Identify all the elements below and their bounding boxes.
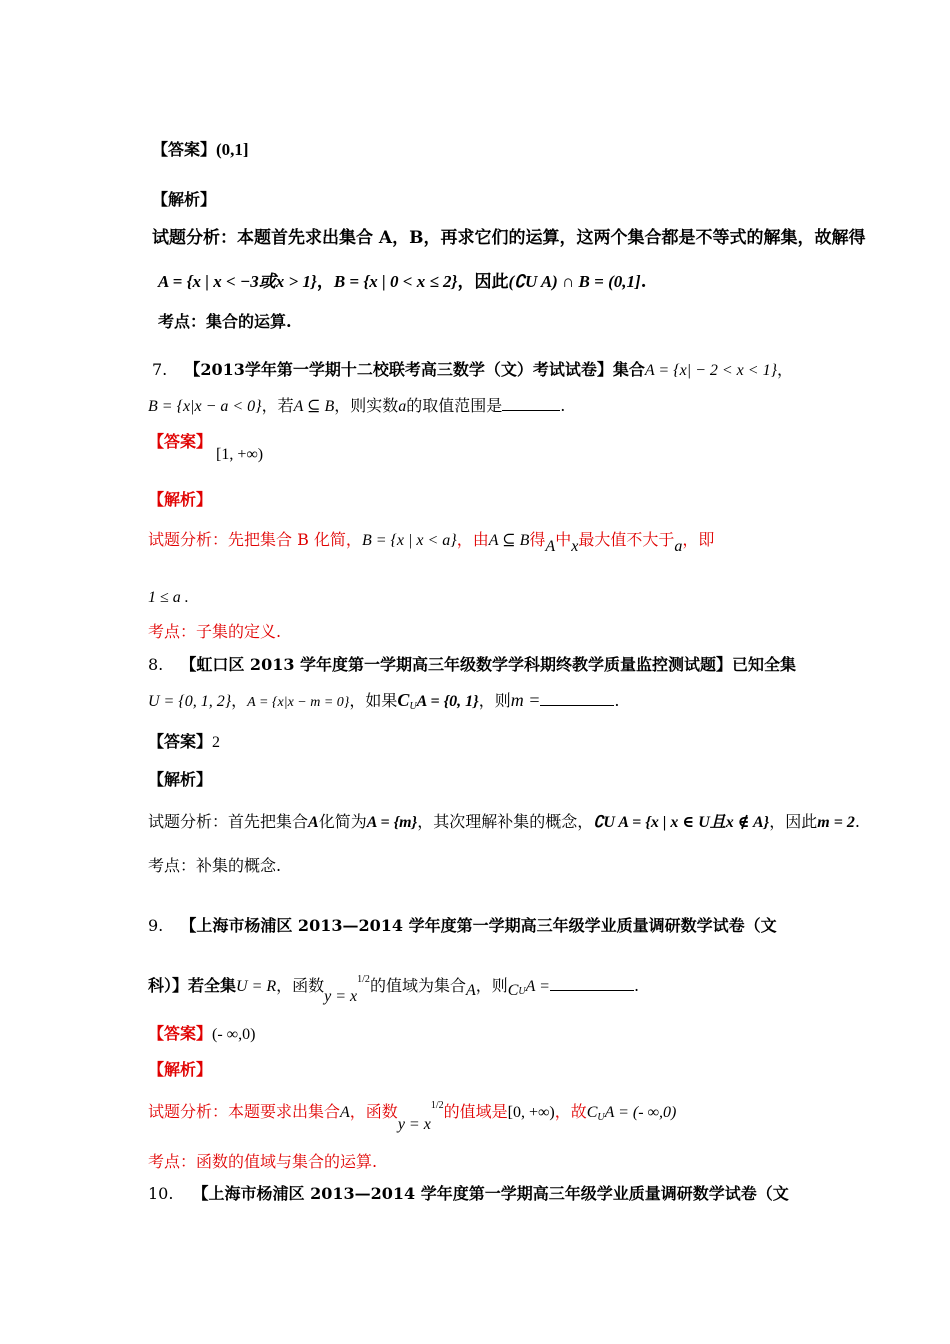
function-exponent: 1/2 xyxy=(430,1100,444,1111)
question-8-line1 xyxy=(148,655,796,675)
kaodian-7: 考点：子集的定义. xyxy=(148,622,282,641)
analysis-text-7 xyxy=(148,530,715,555)
analysis-text: 试题分析：先把集合 B 化简， xyxy=(148,530,362,549)
math-a-var: a xyxy=(674,538,683,555)
answer-row-6 xyxy=(152,140,249,160)
answer-blank xyxy=(540,691,614,706)
set-b-expression: B = {x | 0 < x ≤ 2} xyxy=(333,272,458,291)
question-source: 【上海市杨浦区 2013—2014 学年度第一学期高三年级学业质量调研数学试卷（文 xyxy=(180,916,777,935)
analysis-label: 【解析】 xyxy=(148,770,213,789)
question-10-line1 xyxy=(148,1184,789,1204)
set-a: A = {x| − 2 < x < 1} xyxy=(644,362,777,379)
analysis-text: 化简为 xyxy=(318,812,367,831)
question-source: 【2013学年第一学期十二校联考高三数学（文）考试试卷】集合 xyxy=(184,360,645,379)
period: . xyxy=(560,396,566,415)
complement-sub: U xyxy=(597,1112,605,1123)
function-base: y = x xyxy=(397,1116,431,1133)
q9-text: 的值域为集合 xyxy=(369,976,466,995)
question-source-cont: 科）】若全集 xyxy=(148,976,237,995)
complement-sub: U xyxy=(409,701,417,712)
complement-def: ∁U A = {x | x ∈ U且x ∉ A} xyxy=(593,814,770,831)
q9-text: ，则 xyxy=(475,976,508,995)
analysis-text: ，因此 xyxy=(769,812,818,831)
set-u: U = {0, 1, 2} xyxy=(148,693,232,710)
question-8-line2 xyxy=(148,690,619,714)
subset-condition: A ⊆ B xyxy=(293,398,335,415)
period: . xyxy=(633,976,640,995)
answer-blank xyxy=(502,396,560,411)
math-u: U = R xyxy=(236,978,277,995)
answer-row-9 xyxy=(148,1024,255,1045)
variable-a: a xyxy=(398,398,407,415)
complement-sub: U xyxy=(518,986,526,997)
answer-row-8 xyxy=(148,732,220,753)
function-base: y = x xyxy=(324,988,358,1005)
q7-text: ，则实数 xyxy=(334,396,399,415)
q8-text: ，如果 xyxy=(349,691,398,710)
question-source: 【虹口区 2013 学年度第一学期高三年级数学学科期终教学质量监控测试题】已知全集 xyxy=(180,655,797,674)
math-x: x xyxy=(571,538,579,555)
result-expression: (∁U A) ∩ B = (0,1] xyxy=(508,272,641,291)
complement-rest: A = xyxy=(525,978,550,995)
q7-text: 的取值范围是 xyxy=(406,396,503,415)
math-a: A xyxy=(465,982,476,999)
kaodian-9: 考点：函数的值域与集合的运算. xyxy=(148,1152,378,1171)
answer-value: (0,1] xyxy=(216,140,249,159)
math-a: A xyxy=(340,1104,350,1121)
function-exponent: 1/2 xyxy=(357,974,370,985)
separator: ， xyxy=(776,360,793,379)
analysis-text-9 xyxy=(148,1100,677,1133)
question-7-line2 xyxy=(148,396,565,417)
period: . xyxy=(614,691,620,710)
answer-value: 2 xyxy=(212,734,221,751)
complement-rest: A = {0, 1} xyxy=(416,693,479,710)
question-7-line1 xyxy=(152,360,793,381)
question-number: 9. xyxy=(148,916,164,935)
answer-label: 【答案】 xyxy=(148,732,213,751)
analysis-label: 【解析】 xyxy=(148,490,213,509)
answer-value: [1, +∞) xyxy=(216,446,264,463)
answer-value: (- ∞,0) xyxy=(212,1026,256,1043)
analysis-text: ，即 xyxy=(682,530,715,549)
q9-text: ，函数 xyxy=(276,976,325,995)
analysis-text: 试题分析：首先把集合 xyxy=(148,812,309,831)
period: . xyxy=(640,272,647,292)
question-number: 7. xyxy=(152,360,168,379)
set-a: A = {x|x − m = 0} xyxy=(247,695,350,710)
analysis-text: 的值域是 xyxy=(443,1102,508,1121)
analysis-text: 得 xyxy=(529,530,546,549)
question-9-line2 xyxy=(148,974,640,1005)
answer-label: 【答案】 xyxy=(148,1024,213,1043)
question-9-line1 xyxy=(148,916,777,936)
analysis-text: ，故 xyxy=(554,1102,587,1121)
kaodian-6: 考点：集合的运算. xyxy=(158,312,292,331)
q8-text: ，则 xyxy=(478,691,511,710)
analysis-text: 试题分析：本题要求出集合 xyxy=(148,1102,341,1121)
analysis-math-6 xyxy=(158,272,647,292)
therefore-text: ，因此 xyxy=(457,272,509,292)
period: . xyxy=(854,812,860,831)
complement-result: A = (- ∞,0) xyxy=(604,1104,677,1121)
question-source: 【上海市杨浦区 2013—2014 学年度第一学期高三年级学业质量调研数学试卷（文 xyxy=(192,1184,789,1203)
analysis-text: ，其次理解补集的概念， xyxy=(417,812,594,831)
analysis-label: 【解析】 xyxy=(152,190,217,209)
range-value: [0, +∞) xyxy=(507,1104,555,1121)
result-m: m = 2 xyxy=(817,814,855,831)
complement-c: C xyxy=(397,690,410,710)
analysis-text-8 xyxy=(148,812,860,833)
question-number: 10. xyxy=(148,1184,174,1203)
answer-blank xyxy=(550,976,634,991)
complement-c: C xyxy=(586,1104,598,1121)
answer-label: 【答案】 xyxy=(148,432,213,451)
analysis-text-6: 试题分析：本题首先求出集合 A，B，再求它们的运算，这两个集合都是不等式的解集，故解得 xyxy=(152,228,866,248)
analysis-text: 最大值不大于 xyxy=(578,530,675,549)
analysis-text: ，由 xyxy=(456,530,489,549)
kaodian-8: 考点：补集的概念. xyxy=(148,856,282,875)
separator: ， xyxy=(316,272,334,292)
math-a: A xyxy=(545,538,556,555)
analysis-cont-7: 1 ≤ a . xyxy=(148,589,189,606)
set-a-simplified: A = {m} xyxy=(366,814,418,831)
question-number: 8. xyxy=(148,655,164,674)
set-b: B = {x|x − a < 0} xyxy=(148,398,262,415)
analysis-text: ，函数 xyxy=(349,1102,398,1121)
analysis-label: 【解析】 xyxy=(148,1060,213,1079)
variable-m: m = xyxy=(510,690,541,710)
complement-c: C xyxy=(507,982,519,999)
q7-text: ，若 xyxy=(261,396,294,415)
answer-label: 【答案】 xyxy=(152,140,217,159)
answer-row-7 xyxy=(148,432,264,463)
set-a-expression: A = {x | x < −3或x > 1} xyxy=(158,272,317,291)
analysis-text: 中 xyxy=(555,530,572,549)
subset-condition: A ⊆ B xyxy=(488,532,530,549)
separator: ， xyxy=(231,691,248,710)
set-b-simplified: B = {x | x < a} xyxy=(361,532,457,549)
math-a: A xyxy=(308,814,319,831)
